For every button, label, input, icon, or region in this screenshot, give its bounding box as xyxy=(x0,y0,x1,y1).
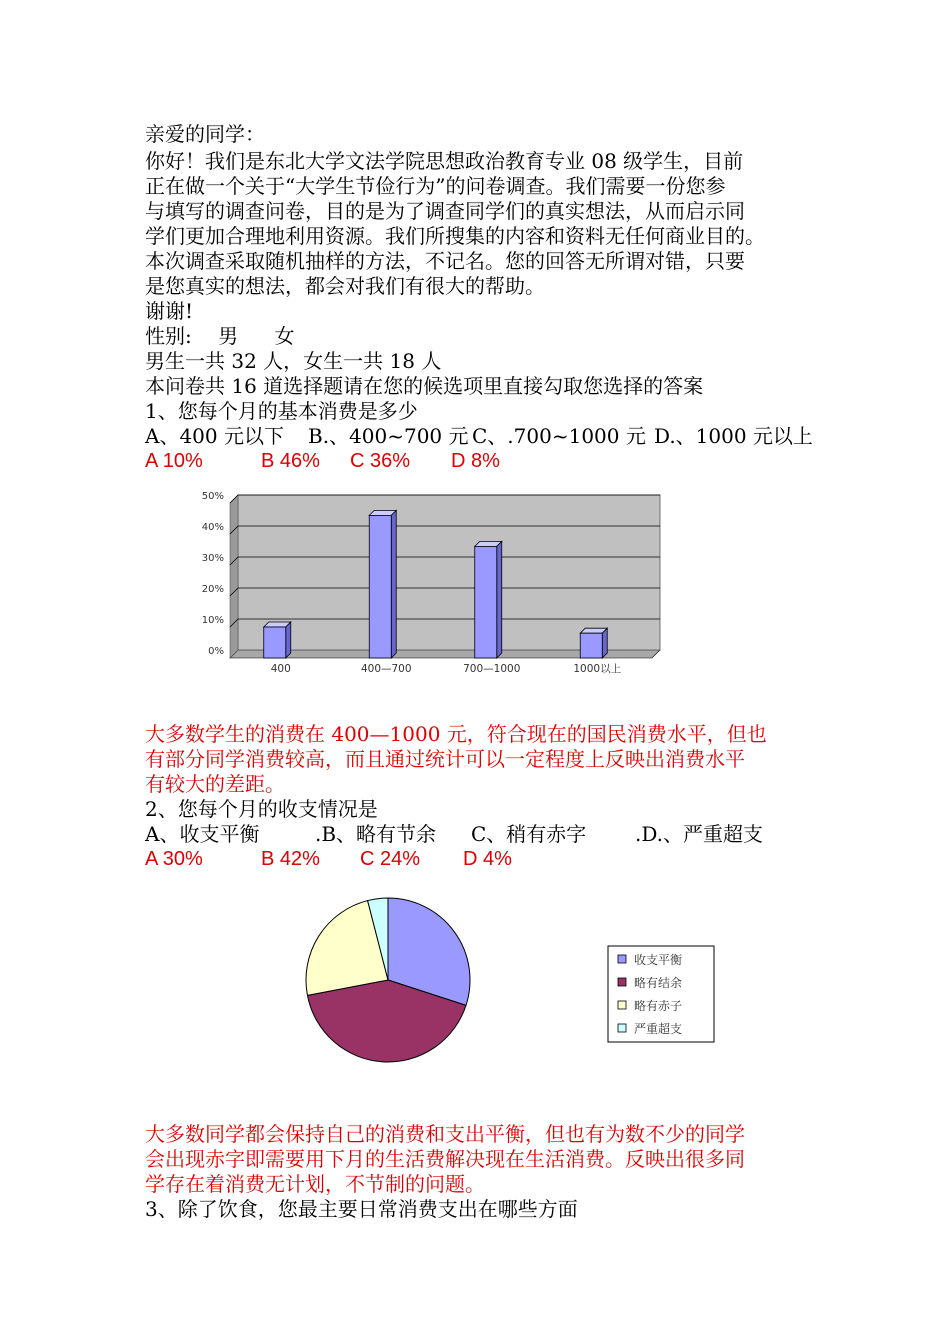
gender-female-option[interactable]: 女 xyxy=(274,324,295,348)
q2-result-a: A 30% xyxy=(145,848,203,870)
q1-analysis-line-2: 有部分同学消费较高，而且通过统计可以一定程度上反映出消费水平 xyxy=(145,747,745,771)
q1-result-c: C 36% xyxy=(350,450,411,472)
pie-legend-swatch xyxy=(618,1024,626,1032)
bar-chart-y-tick-label: 50% xyxy=(201,491,224,502)
pie-legend-swatch xyxy=(618,955,626,963)
pie-legend-swatch xyxy=(618,978,626,986)
q1-question: 1、您每个月的基本消费是多少 xyxy=(145,399,418,423)
q2-results xyxy=(145,847,745,872)
q1-result-d: D 8% xyxy=(451,450,500,472)
pie-legend-label: 略有赤子 xyxy=(634,999,683,1013)
gender-label: 性别: xyxy=(145,324,192,348)
q1-result-a: A 10% xyxy=(145,450,203,472)
q2-pie-chart xyxy=(290,890,730,1090)
bar-chart-y-tick-label: 30% xyxy=(201,553,224,564)
gender-male-option[interactable]: 男 xyxy=(218,324,239,348)
q1-analysis-line-1: 大多数学生的消费在 400—1000 元，符合现在的国民消费水平，但也 xyxy=(145,722,767,746)
bar-chart-x-tick-label: 400—700 xyxy=(360,663,412,675)
greeting: 亲爱的同学： xyxy=(145,122,265,146)
intro-line-6: 是您真实的想法，都会对我们有很大的帮助。 xyxy=(145,274,545,298)
intro-line-4: 学们更加合理地利用资源。我们所搜集的内容和资料无任何商业目的。 xyxy=(145,224,765,248)
q2-analysis-line-1: 大多数同学都会保持自己的消费和支出平衡，但也有为数不少的同学 xyxy=(145,1122,745,1146)
q1-options xyxy=(145,424,825,449)
bar-chart-y-tick-label: 40% xyxy=(201,522,224,533)
q2-result-d: D 4% xyxy=(463,848,512,870)
q1-results xyxy=(145,449,745,474)
q1-analysis-line-3: 有较大的差距。 xyxy=(145,772,285,796)
pie-legend-label: 收支平衡 xyxy=(634,953,683,967)
q2-option-a[interactable]: A、收支平衡 xyxy=(145,822,260,846)
bar-chart-x-tick-label: 1000以上 xyxy=(573,663,622,675)
bar-chart-side-wall xyxy=(230,495,238,658)
bar-chart-x-tick-label: 700—1000 xyxy=(463,663,521,675)
gender-count: 男生一共 32 人，女生一共 18 人 xyxy=(145,349,442,373)
pie-legend-swatch xyxy=(618,1001,626,1009)
q2-question: 2、您每个月的收支情况是 xyxy=(145,797,378,821)
q1-option-c[interactable]: C、.700~1000 元 xyxy=(472,424,646,448)
q2-result-b: B 42% xyxy=(261,848,320,870)
bar-chart-bar xyxy=(264,622,291,658)
instructions: 本问卷共 16 道选择题请在您的候选项里直接勾取您选择的答案 xyxy=(145,374,704,398)
intro-line-3: 与填写的调查问卷，目的是为了调查同学们的真实想法，从而启示同 xyxy=(145,199,745,223)
bar-chart-bar xyxy=(475,541,502,658)
bar-chart-y-tick-label: 10% xyxy=(201,615,224,626)
q2-option-c[interactable]: C、稍有赤字 xyxy=(471,822,587,846)
bar-chart-y-tick-label: 0% xyxy=(208,646,224,657)
intro-line-2: 正在做一个关于“大学生节俭行为”的问卷调查。我们需要一份您参 xyxy=(145,174,726,198)
q1-option-d[interactable]: D.、1000 元以上 xyxy=(654,424,813,448)
q3-question: 3、除了饮食，您最主要日常消费支出在哪些方面 xyxy=(145,1197,578,1221)
q2-analysis-line-2: 会出现赤字即需要用下月的生活费解决现在生活消费。反映出很多同 xyxy=(145,1147,745,1171)
q1-bar-chart xyxy=(190,485,670,690)
bar-chart-bar xyxy=(580,628,607,658)
q1-option-b[interactable]: B.、400~700 元 xyxy=(308,424,469,448)
intro-line-1: 你好！我们是东北大学文法学院思想政治教育专业 08 级学生，目前 xyxy=(145,149,744,173)
bar-chart-bar xyxy=(369,510,396,658)
q2-options xyxy=(145,822,825,847)
q2-analysis-line-3: 学存在着消费无计划，不节制的问题。 xyxy=(145,1172,485,1196)
q2-result-c: C 24% xyxy=(360,848,421,870)
q2-option-d[interactable]: .D.、严重超支 xyxy=(635,822,764,846)
bar-chart-x-tick-label: 400 xyxy=(270,663,291,675)
q1-option-a[interactable]: A、400 元以下 xyxy=(145,424,284,448)
q2-option-b[interactable]: .B、略有节余 xyxy=(315,822,437,846)
bar-chart-y-tick-label: 20% xyxy=(201,584,224,595)
pie-legend-label: 略有结余 xyxy=(634,976,683,990)
q1-result-b: B 46% xyxy=(261,450,320,472)
gender-row xyxy=(145,324,294,349)
intro-line-5: 本次调查采取随机抽样的方法，不记名。您的回答无所谓对错，只要 xyxy=(145,249,745,273)
pie-legend-label: 严重超支 xyxy=(634,1022,683,1036)
thanks-text: 谢谢! xyxy=(145,299,194,323)
bar-chart-plot-area xyxy=(238,495,660,650)
